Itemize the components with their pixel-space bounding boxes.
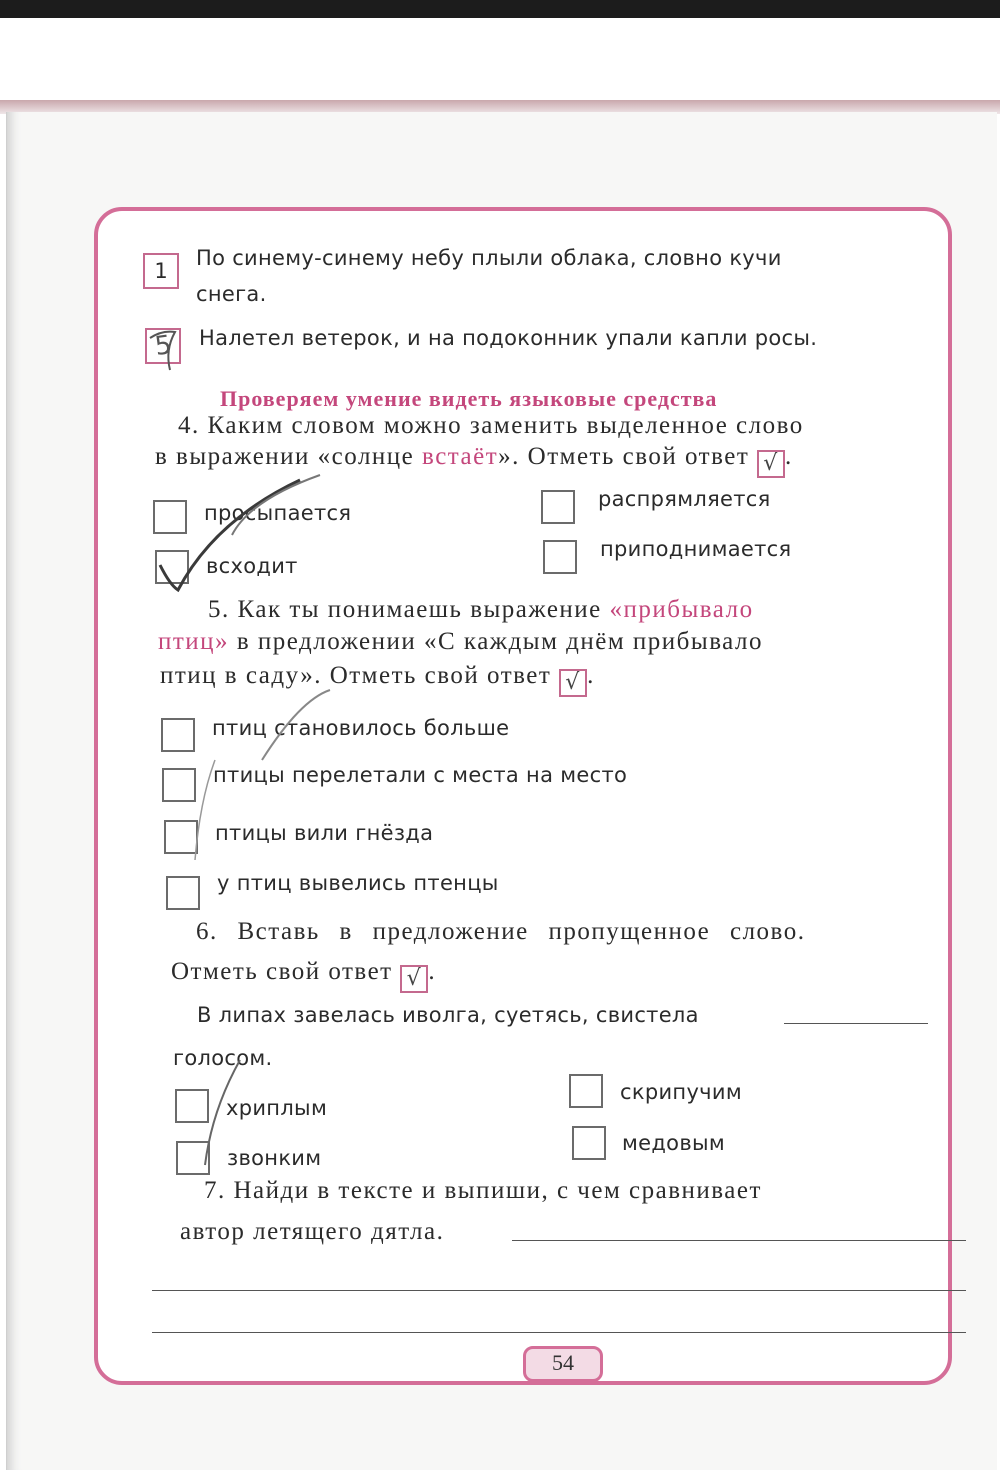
q6-option-3-checkbox[interactable] <box>569 1074 603 1108</box>
q5-option-4-checkbox[interactable] <box>166 876 200 910</box>
q5-highlight-part-1: «прибывало <box>609 596 754 623</box>
q7-answer-line-1[interactable] <box>512 1240 966 1241</box>
q4-option-1-label: просыпается <box>204 501 352 525</box>
q4-option-3-label: распрямляется <box>598 487 771 511</box>
q7-answer-line-2[interactable] <box>152 1290 966 1291</box>
sentence-1-line-2: снега. <box>196 282 267 306</box>
q6-sentence-line-1: В липах завелась иволга, суетясь, свистела <box>197 1003 699 1027</box>
q4-line-1: 4. Каким словом можно заменить выделенное слово <box>178 412 804 439</box>
q5-option-4-label: у птиц вывелись птенцы <box>217 871 499 895</box>
handwritten-number: 5 <box>152 329 174 363</box>
q5-line-2 <box>158 628 763 656</box>
q4-highlighted-word: встаёт <box>422 443 499 470</box>
q4-sample-checkbox: √ <box>757 450 785 478</box>
q7-answer-line-3[interactable] <box>152 1332 966 1333</box>
q6-option-1-checkbox[interactable] <box>175 1089 209 1123</box>
q6-option-4-checkbox[interactable] <box>572 1126 606 1160</box>
q5-line-3: птиц в саду». Отметь свой ответ √ . <box>160 662 595 695</box>
sentence-2-text: Налетел ветерок, и на подоконник упали капли росы. <box>199 326 818 350</box>
q5-option-1-checkbox[interactable] <box>161 718 195 752</box>
q6-answer-blank[interactable] <box>784 1023 928 1024</box>
q6-sentence-line-2: голосом. <box>173 1046 273 1070</box>
q5-option-1-label: птиц становилось больше <box>212 716 510 740</box>
q4-option-1-checkbox[interactable] <box>153 500 187 534</box>
q4-text-before: в выражении «солнце <box>155 443 415 470</box>
q4-option-3-checkbox[interactable] <box>541 490 575 524</box>
sentence-number-box-1[interactable]: 1 <box>143 253 179 289</box>
q6-line-2-text: Отметь свой ответ <box>171 958 393 985</box>
q4-option-2-label: всходит <box>206 554 298 578</box>
q5-option-3-checkbox[interactable] <box>164 820 198 854</box>
q5-text-after: в предложении «С каждым днём прибывало <box>236 628 763 655</box>
scan-top-band <box>0 0 1000 18</box>
page-number-badge: 54 <box>523 1346 603 1382</box>
q5-option-2-label: птицы перелетали с места на место <box>213 763 628 787</box>
q6-option-1-label: хриплым <box>226 1096 328 1120</box>
q5-option-3-label: птицы вили гнёзда <box>215 821 434 845</box>
q5-sample-checkbox: √ <box>559 669 587 697</box>
sentence-number-box-2[interactable] <box>145 328 181 364</box>
worksheet-frame <box>94 207 952 1385</box>
q6-sample-checkbox: √ <box>400 965 428 993</box>
q5-option-2-checkbox[interactable] <box>162 768 196 802</box>
q6-option-2-checkbox[interactable] <box>176 1141 210 1175</box>
sentence-1-line-1: По синему-синему небу плыли облака, словно кучи <box>196 246 782 270</box>
q6-line-2: Отметь свой ответ √ . <box>171 958 437 991</box>
q4-line-2: в выражении «солнце встаёт». Отметь свой ответ √ . <box>155 443 793 476</box>
q6-option-2-label: звонким <box>227 1146 322 1170</box>
q4-option-4-checkbox[interactable] <box>543 540 577 574</box>
q7-line-2: автор летящего дятла. <box>180 1218 445 1245</box>
section-heading: Проверяем умение видеть языковые средства <box>220 386 718 411</box>
q5-line-3-text: птиц в саду». Отметь свой ответ <box>160 662 552 689</box>
q4-option-4-label: приподнимается <box>600 537 792 561</box>
q6-line-1: 6. Вставь в предложение пропущенное слово. <box>196 918 806 945</box>
q4-option-2-checkbox[interactable] <box>155 550 189 584</box>
q5-highlight-part-2: птиц» <box>158 628 230 655</box>
q6-option-3-label: скрипучим <box>620 1080 742 1104</box>
q4-text-after: ». Отметь свой ответ <box>498 443 750 470</box>
q5-text-before: 5. Как ты понимаешь выражение <box>208 596 602 623</box>
q7-line-1: 7. Найди в тексте и выпиши, с чем сравнивает <box>204 1177 762 1204</box>
q6-option-4-label: медовым <box>622 1131 726 1155</box>
q5-line-1 <box>208 596 754 624</box>
